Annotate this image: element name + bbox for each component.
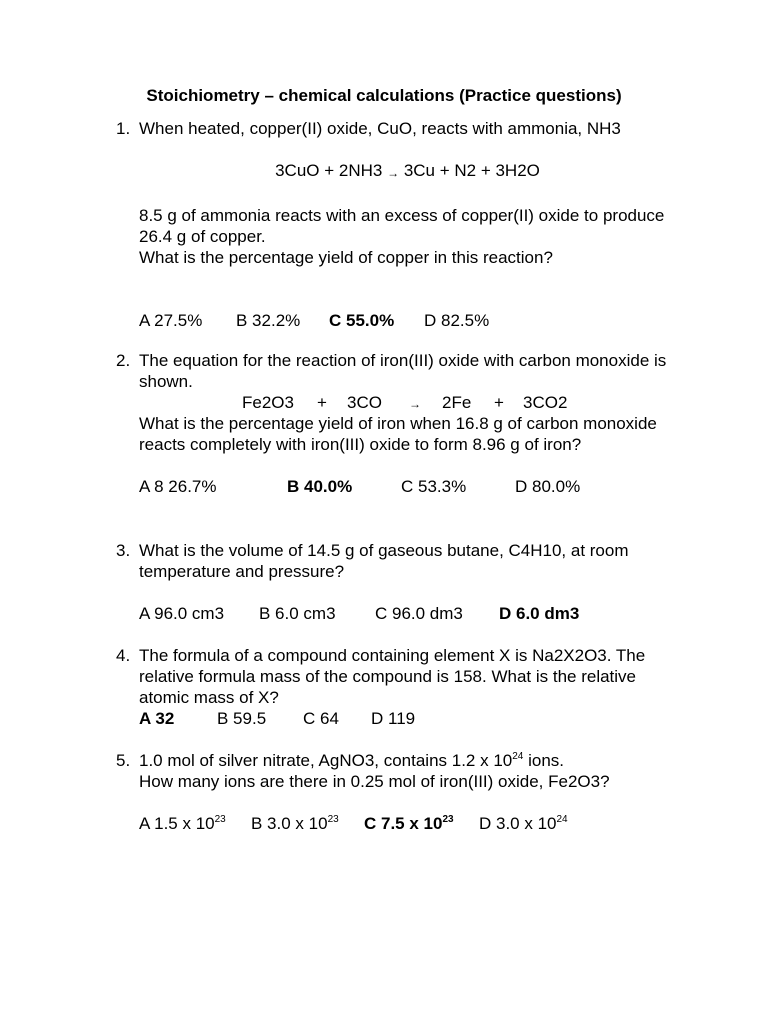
question-number: 3. [116, 541, 131, 560]
option-base: B 3.0 x 10 [251, 814, 328, 833]
option-d[interactable]: D 80.0% [515, 477, 581, 496]
question-number: 4. [116, 646, 131, 665]
option-b[interactable] [251, 813, 339, 834]
reaction-arrow-icon: → [387, 166, 400, 180]
question-5 [116, 750, 676, 834]
reaction-arrow-icon: → [409, 397, 421, 411]
question-4 [116, 645, 676, 729]
equation-plus: + [494, 393, 504, 412]
equation-plus: + [317, 393, 327, 412]
question-number: 2. [116, 351, 131, 370]
equation-term: 3CO2 [523, 393, 568, 412]
option-c[interactable]: C 53.3% [401, 477, 467, 496]
question-text: What is the percentage yield of iron when 16.8 g of carbon monoxide reacts completely with iron(III) oxide to form 8.96 g of iron? [139, 414, 657, 454]
equation-rhs: 3Cu + N2 + 3H2O [403, 161, 540, 180]
equation-term: 3CO [347, 393, 382, 412]
answer-options [139, 813, 676, 834]
equation-lhs: 3CuO + 2NH3 [275, 161, 383, 180]
question-number: 5. [116, 751, 131, 770]
option-d[interactable] [479, 813, 568, 834]
option-a-correct[interactable]: A 32 [139, 709, 175, 728]
question-stem: When heated, copper(II) oxide, CuO, reacts with ammonia, NH3 [139, 119, 621, 138]
option-base: C 7.5 x 10 [364, 814, 443, 833]
question-3 [116, 540, 676, 624]
question-prompt: What is the percentage yield of copper in this reaction? [139, 248, 553, 267]
stem-text: ions. [523, 751, 565, 770]
option-a[interactable] [139, 813, 226, 834]
question-stem [139, 750, 676, 771]
option-base: D 3.0 x 10 [479, 814, 557, 833]
question-stem: The formula of a compound containing element X is Na2X2O3. The relative formula mass of the compound is 158. What is the relative atomic mass of X? [139, 646, 646, 707]
option-c[interactable]: C 96.0 dm3 [375, 604, 463, 623]
chemical-equation [139, 160, 676, 184]
exponent: 23 [442, 814, 454, 825]
option-d[interactable]: D 82.5% [424, 311, 490, 330]
equation-term: 2Fe [442, 393, 472, 412]
exponent: 24 [556, 814, 568, 825]
answer-options [139, 310, 676, 331]
question-text: 8.5 g of ammonia reacts with an excess of copper(II) oxide to produce 26.4 g of copper. [139, 206, 665, 246]
option-b[interactable]: B 59.5 [217, 709, 267, 728]
question-stem: The equation for the reaction of iron(III) oxide with carbon monoxide is shown. [139, 351, 667, 391]
option-base: A 1.5 x 10 [139, 814, 215, 833]
option-b[interactable]: B 32.2% [236, 311, 301, 330]
answer-options [139, 603, 676, 624]
option-a[interactable]: A 96.0 cm3 [139, 604, 225, 623]
option-d-correct[interactable]: D 6.0 dm3 [499, 604, 580, 623]
option-d[interactable]: D 119 [371, 709, 416, 728]
question-text: How many ions are there in 0.25 mol of iron(III) oxide, Fe2O3? [139, 772, 610, 791]
question-2 [116, 350, 676, 497]
option-a[interactable]: A 8 26.7% [139, 477, 217, 496]
question-number: 1. [116, 119, 131, 138]
page-title: Stoichiometry – chemical calculations (Practice questions) [146, 86, 622, 105]
option-c-correct[interactable]: C 55.0% [329, 311, 395, 330]
chemical-equation [139, 392, 676, 413]
option-b[interactable]: B 6.0 cm3 [259, 604, 336, 623]
question-1 [116, 118, 676, 331]
option-b-correct[interactable]: B 40.0% [287, 477, 353, 496]
option-c[interactable]: C 64 [303, 709, 339, 728]
option-c-correct[interactable] [364, 813, 454, 834]
equation-term: Fe2O3 [242, 393, 294, 412]
question-stem: What is the volume of 14.5 g of gaseous butane, C4H10, at room temperature and pressure? [139, 541, 629, 581]
option-a[interactable]: A 27.5% [139, 311, 203, 330]
answer-options [139, 708, 676, 729]
stem-text: 1.0 mol of silver nitrate, AgNO3, contains 1.2 x 10 [139, 751, 513, 770]
exponent: 24 [512, 751, 524, 762]
exponent: 23 [327, 814, 339, 825]
answer-options [139, 476, 676, 497]
exponent: 23 [214, 814, 226, 825]
